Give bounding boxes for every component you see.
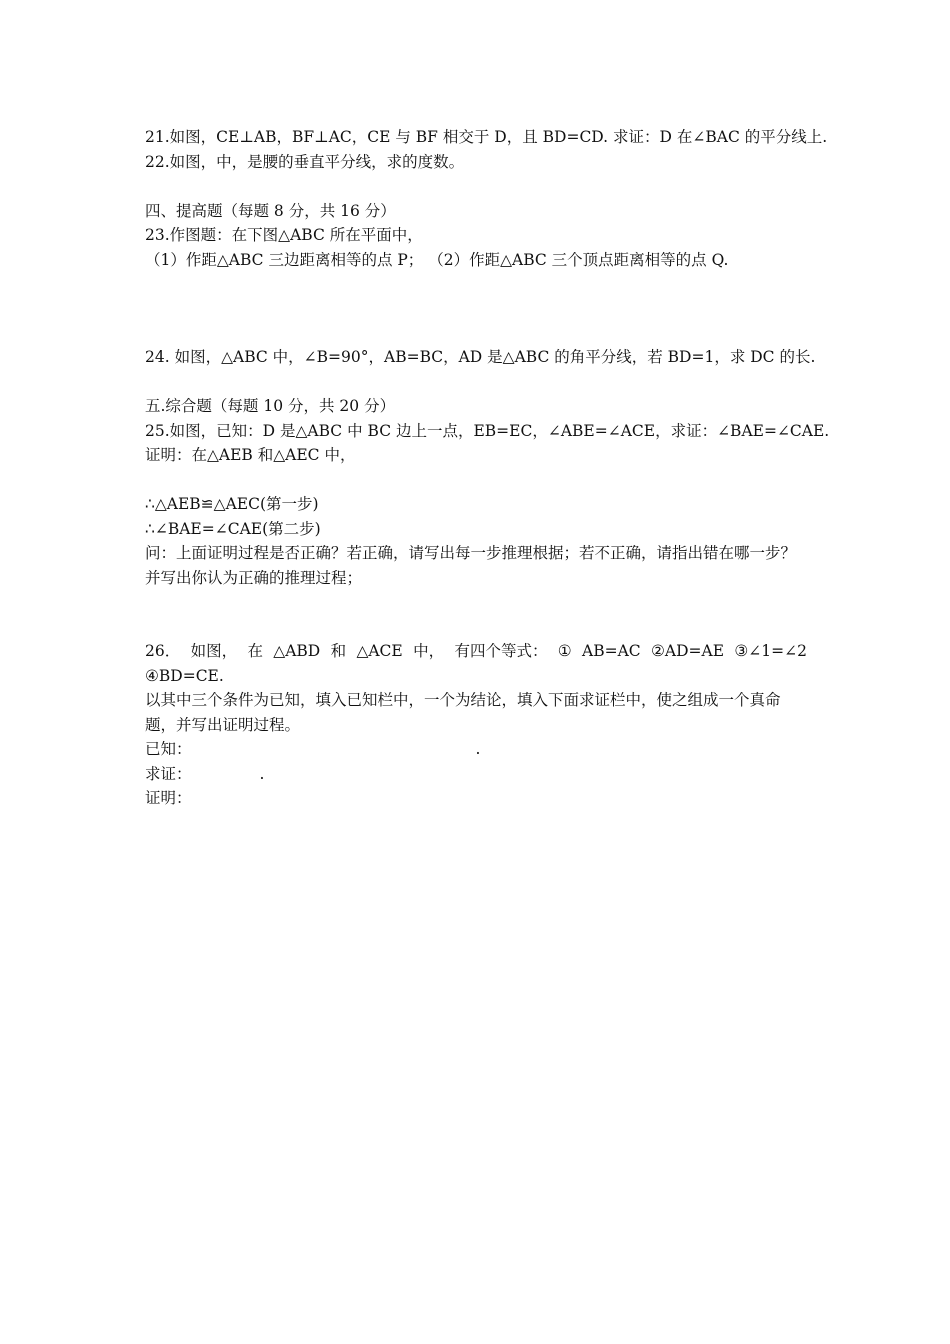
question-25-ask-1: 问：上面证明过程是否正确？若正确，请写出每一步推理根据；若不正确，请指出错在哪一步？ — [145, 544, 797, 562]
question-26-line-3: 以其中三个条件为已知，填入已知栏中，一个为结论，填入下面求证栏中，使之组成一个真命 — [145, 691, 781, 709]
question-24: 24. 如图，△ABC 中，∠B=90°，AB=BC，AD 是△ABC 的角平分线，若 BD=1，求 DC 的长. — [145, 348, 816, 366]
q26-part: 和 — [330, 642, 347, 660]
spacer — [145, 272, 825, 345]
question-22: 22.如图，中，是腰的垂直平分线，求的度数。 — [145, 152, 465, 171]
question-26-line-1 — [145, 639, 807, 664]
question-26-line-4: 题，并写出证明过程。 — [145, 715, 301, 734]
known-row — [145, 737, 825, 762]
prove-label: 求证： — [145, 764, 192, 783]
q26-part: △ACE — [356, 642, 403, 660]
spacer — [145, 370, 825, 395]
q26-part: ③∠1=∠2 — [734, 642, 807, 660]
question-25-step-2: ∴∠BAE=∠CAE(第二步) — [145, 519, 321, 538]
q26-part: 26． — [145, 642, 181, 660]
spacer — [145, 174, 825, 199]
proof-label: 证明： — [145, 789, 192, 807]
exam-page — [145, 125, 830, 811]
question-25-ask-2: 并写出你认为正确的推理过程； — [145, 568, 363, 587]
section-5-heading: 五.综合题（每题 10 分，共 20 分） — [145, 397, 396, 415]
spacer — [145, 590, 825, 639]
q26-part: 有四个等式： — [454, 642, 548, 660]
question-23: 23.作图题：在下图△ABC 所在平面中， — [145, 226, 423, 244]
q26-part: 在 — [247, 642, 263, 660]
question-25-proof-intro: 证明：在△AEB 和△AEC 中， — [145, 446, 356, 464]
q26-part: AB=AC — [582, 642, 641, 660]
question-21: 21.如图，CE⊥AB，BF⊥AC，CE 与 BF 相交于 D，且 BD=CD. 求证：D 在∠BAC 的平分线上. — [145, 128, 828, 146]
q26-part: 中， — [413, 642, 445, 660]
section-4-heading: 四、提高题（每题 8 分，共 16 分） — [145, 201, 396, 220]
q26-part: 如图， — [190, 642, 238, 660]
prove-row — [145, 762, 825, 787]
known-label: 已知： — [145, 740, 192, 758]
q26-part: △ABD — [273, 642, 321, 660]
q26-part: ②AD=AE — [651, 642, 725, 660]
question-25-step-1: ∴△AEB≌△AEC(第一步) — [145, 495, 319, 513]
known-end-period: . — [475, 740, 481, 758]
question-26-line-2: ④BD=CE. — [145, 666, 224, 685]
q26-part: ① — [557, 642, 572, 660]
question-25: 25.如图，已知：D 是△ABC 中 BC 边上一点，EB=EC，∠ABE=∠ACE，求证：∠BAE=∠CAE. — [145, 421, 830, 440]
spacer — [145, 468, 825, 493]
question-23-subparts: （1）作距△ABC 三边距离相等的点 P； （2）作距△ABC 三个顶点距离相等的点 Q. — [145, 250, 729, 269]
prove-end-period: . — [259, 764, 265, 783]
